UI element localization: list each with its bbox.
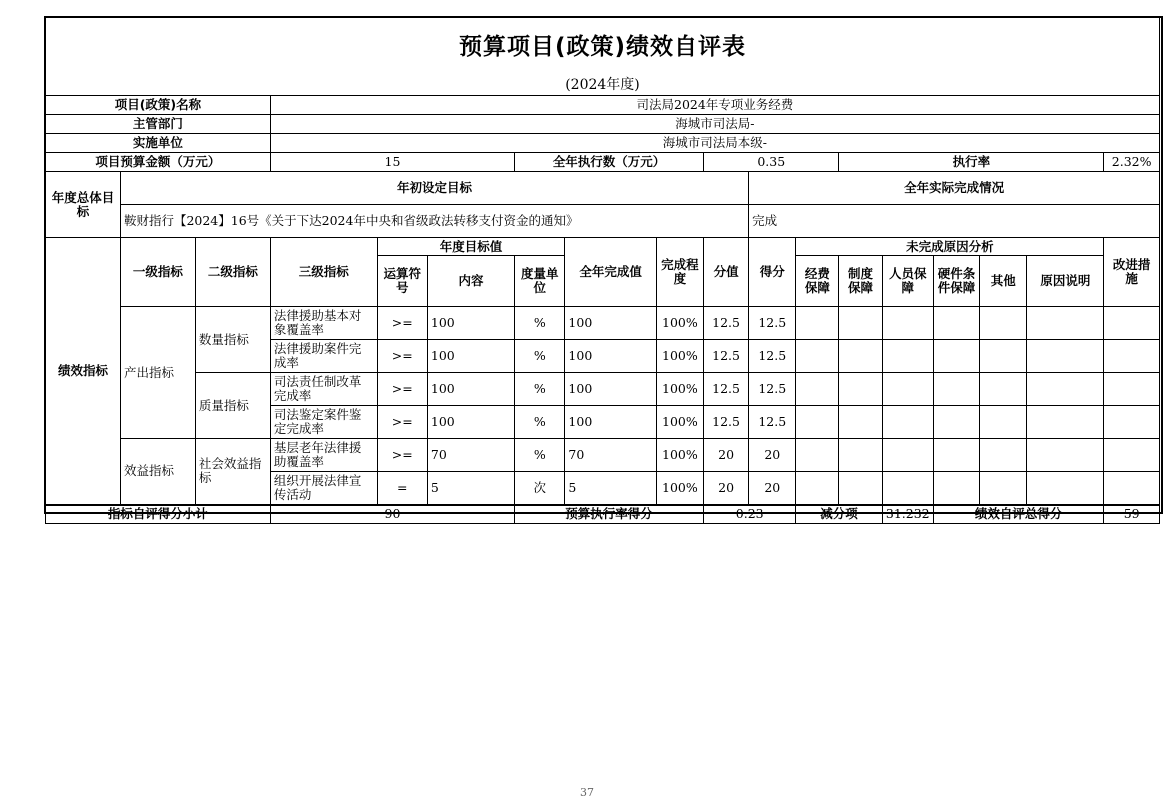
completion-degree: 100% [656,406,703,439]
quality-indicator-label: 质量指标 [195,373,270,439]
annual-execution-label: 全年执行数（万元） [515,153,704,172]
implementing-unit-value: 海城市司法局本级- [270,134,1159,153]
operator: >= [377,373,427,406]
target-content: 5 [427,472,514,505]
measure-unit: % [515,307,565,340]
reason-hardware-header: 硬件条件保障 [933,256,979,307]
level1-header: 一级指标 [120,238,195,307]
execution-rate-label: 执行率 [839,153,1104,172]
measure-unit: % [515,406,565,439]
score-got: 20 [749,439,796,472]
department-value: 海城市司法局- [270,115,1159,134]
deduction-value: 31.232 [882,505,933,524]
actual-completion-value: 完成 [749,205,1160,238]
operator: = [377,472,427,505]
social-benefit-indicator-label: 社会效益指标 [195,439,270,505]
unit-header: 度量单位 [515,256,565,307]
subtotal-label: 指标自评得分小计 [46,505,271,524]
target-content: 70 [427,439,514,472]
score-got: 20 [749,472,796,505]
score-got: 12.5 [749,373,796,406]
total-score-label: 绩效自评总得分 [933,505,1103,524]
evaluation-table [45,17,1160,524]
page-title: 预算项目(政策)绩效自评表 [46,18,1160,76]
budget-score-value: 0.23 [704,505,796,524]
target-content: 100 [427,307,514,340]
operator: >= [377,406,427,439]
implementing-unit-label: 实施单位 [46,134,271,153]
indicator-name: 法律援助基本对象覆盖率 [270,307,377,340]
level2-header: 二级指标 [195,238,270,307]
indicator-name: 组织开展法律宣传活动 [270,472,377,505]
operator-header: 运算符号 [377,256,427,307]
actual-completion-header: 全年实际完成情况 [749,172,1160,205]
actual-value: 100 [565,307,656,340]
score-value-header: 分值 [704,238,749,307]
actual-value: 70 [565,439,656,472]
annual-execution-value: 0.35 [704,153,839,172]
reason-funding-header: 经费保障 [796,256,839,307]
score-value: 12.5 [704,340,749,373]
completion-degree: 100% [656,472,703,505]
department-label: 主管部门 [46,115,271,134]
measure-unit: 次 [515,472,565,505]
score-value: 20 [704,439,749,472]
reason-other-header: 其他 [980,256,1027,307]
target-content: 100 [427,406,514,439]
table-row [46,373,1160,406]
improvement-header: 改进措施 [1104,238,1160,307]
reason-explanation-header: 原因说明 [1027,256,1104,307]
score-value: 12.5 [704,307,749,340]
full-year-header: 全年完成值 [565,238,656,307]
evaluation-sheet [45,17,1160,524]
actual-value: 100 [565,373,656,406]
indicator-name: 司法责任制改革完成率 [270,373,377,406]
project-name-value: 司法局2024年专项业务经费 [270,96,1159,115]
indicator-name: 司法鉴定案件鉴定完成率 [270,406,377,439]
total-score-value: 59 [1104,505,1160,524]
completion-degree: 100% [656,340,703,373]
measure-unit: % [515,340,565,373]
completion-degree: 100% [656,373,703,406]
project-name-label: 项目(政策)名称 [46,96,271,115]
score-got: 12.5 [749,307,796,340]
benefit-indicator-label: 效益指标 [120,439,195,505]
measure-unit: % [515,439,565,472]
deduction-label: 减分项 [796,505,882,524]
target-value-header: 年度目标值 [377,238,565,256]
fiscal-year: (2024年度) [46,76,1160,96]
budget-score-label: 预算执行率得分 [515,505,704,524]
actual-value: 100 [565,406,656,439]
target-content: 100 [427,340,514,373]
budget-amount-value: 15 [270,153,514,172]
score-value: 12.5 [704,406,749,439]
execution-rate-value: 2.32% [1104,153,1160,172]
target-content: 100 [427,373,514,406]
quantity-indicator-label: 数量指标 [195,307,270,373]
measure-unit: % [515,373,565,406]
table-row [46,439,1160,472]
actual-value: 5 [565,472,656,505]
initial-goal-header: 年初设定目标 [120,172,748,205]
content-header: 内容 [427,256,514,307]
level3-header: 三级指标 [270,238,377,307]
completion-degree-header: 完成程度 [656,238,703,307]
indicator-name: 法律援助案件完成率 [270,340,377,373]
completion-degree: 100% [656,307,703,340]
table-row [46,307,1160,340]
score-value: 20 [704,472,749,505]
score-got-header: 得分 [749,238,796,307]
page-number: 37 [580,786,594,799]
score-value: 12.5 [704,373,749,406]
actual-value: 100 [565,340,656,373]
operator: >= [377,439,427,472]
indicator-name: 基层老年法律援助覆盖率 [270,439,377,472]
output-indicator-label: 产出指标 [120,307,195,439]
subtotal-value: 90 [270,505,514,524]
score-got: 12.5 [749,406,796,439]
completion-degree: 100% [656,439,703,472]
budget-amount-label: 项目预算金额（万元） [46,153,271,172]
reason-system-header: 制度保障 [839,256,882,307]
performance-indicator-label: 绩效指标 [46,238,121,505]
annual-goal-label: 年度总体目标 [46,172,121,238]
initial-goal-value: 鞍财指行【2024】16号《关于下达2024年中央和省级政法转移支付资金的通知》 [120,205,748,238]
operator: >= [377,340,427,373]
score-got: 12.5 [749,340,796,373]
reason-staff-header: 人员保障 [882,256,933,307]
operator: >= [377,307,427,340]
reason-analysis-header: 未完成原因分析 [796,238,1104,256]
